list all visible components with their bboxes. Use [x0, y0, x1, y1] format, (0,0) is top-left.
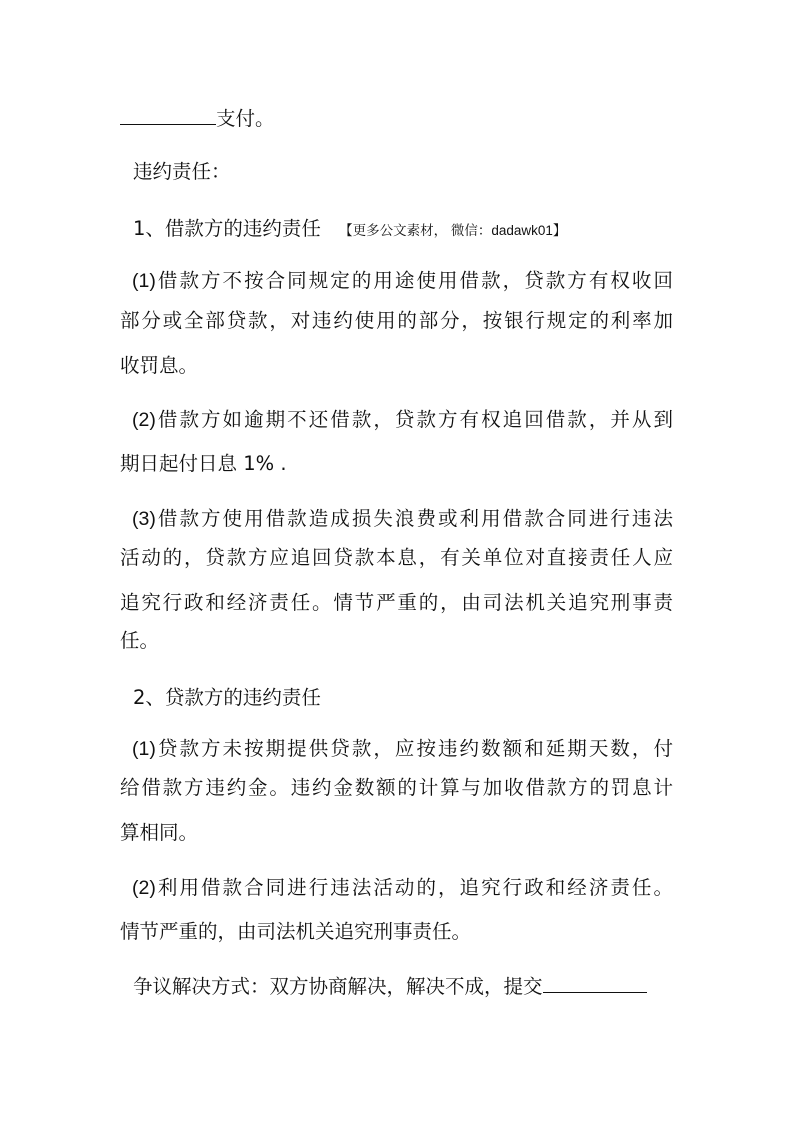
p2-2-line1: [120, 876, 673, 900]
p1-3-line1: [120, 507, 673, 531]
clause-text: 借款方使用借款造成损失浪费或利用借款合同进行违法: [155, 507, 673, 530]
p1-2-line1: [120, 408, 673, 432]
p1-3-line3: 追究行政和经济责任。情节严重的，由司法机关追究刑事责: [120, 591, 673, 614]
item2-heading: 2、贷款方的违约责任: [133, 686, 321, 709]
p2-1-line1: [120, 737, 673, 761]
clause-number: (3): [132, 508, 156, 530]
p1-2-line2: 期日起付日息 1% .: [120, 452, 287, 475]
p1-1-line1: [120, 269, 673, 293]
clause-text: 借款方不按合同规定的用途使用借款，贷款方有权收回: [155, 269, 673, 292]
promo-note: 【更多公文素材， 微信：dadawk01】: [339, 223, 567, 238]
clause-number: (1): [132, 738, 156, 760]
blank-field: [543, 974, 647, 993]
p1-1-line2: 部分或全部贷款，对违约使用的部分，按银行规定的利率加: [120, 309, 673, 332]
item1-heading: 1、借款方的违约责任: [133, 217, 321, 240]
item1-heading-line: [133, 217, 566, 243]
clause-number: (1): [132, 270, 156, 292]
blank-field: [120, 106, 216, 125]
payment-line: [120, 106, 275, 131]
p1-1-line3: 收罚息。: [120, 354, 199, 377]
clause-text: 贷款方未按期提供贷款，应按违约数额和延期天数，付: [155, 737, 673, 760]
dispute-text: 争议解决方式：双方协商解决，解决不成，提交: [133, 975, 543, 998]
section-heading-breach: 违约责任：: [133, 160, 231, 183]
p1-3-line4: 任。: [120, 629, 160, 652]
p1-3-line2: 活动的，贷款方应追回贷款本息，有关单位对直接责任人应: [120, 546, 673, 569]
clause-text: 利用借款合同进行违法活动的，追究行政和经济责任。: [155, 876, 673, 899]
clause-text: 借款方如逾期不还借款，贷款方有权追回借款，并从到: [155, 408, 673, 431]
clause-number: (2): [132, 877, 156, 899]
p2-1-line3: 算相同。: [120, 821, 199, 844]
payment-text: 支付。: [216, 107, 275, 130]
p2-2-line2: 情节严重的，由司法机关追究刑事责任。: [120, 920, 472, 943]
p2-1-line2: 给借款方违约金。违约金数额的计算与加收借款方的罚息计: [120, 776, 673, 799]
dispute-line: [133, 974, 647, 999]
clause-number: (2): [132, 409, 156, 431]
